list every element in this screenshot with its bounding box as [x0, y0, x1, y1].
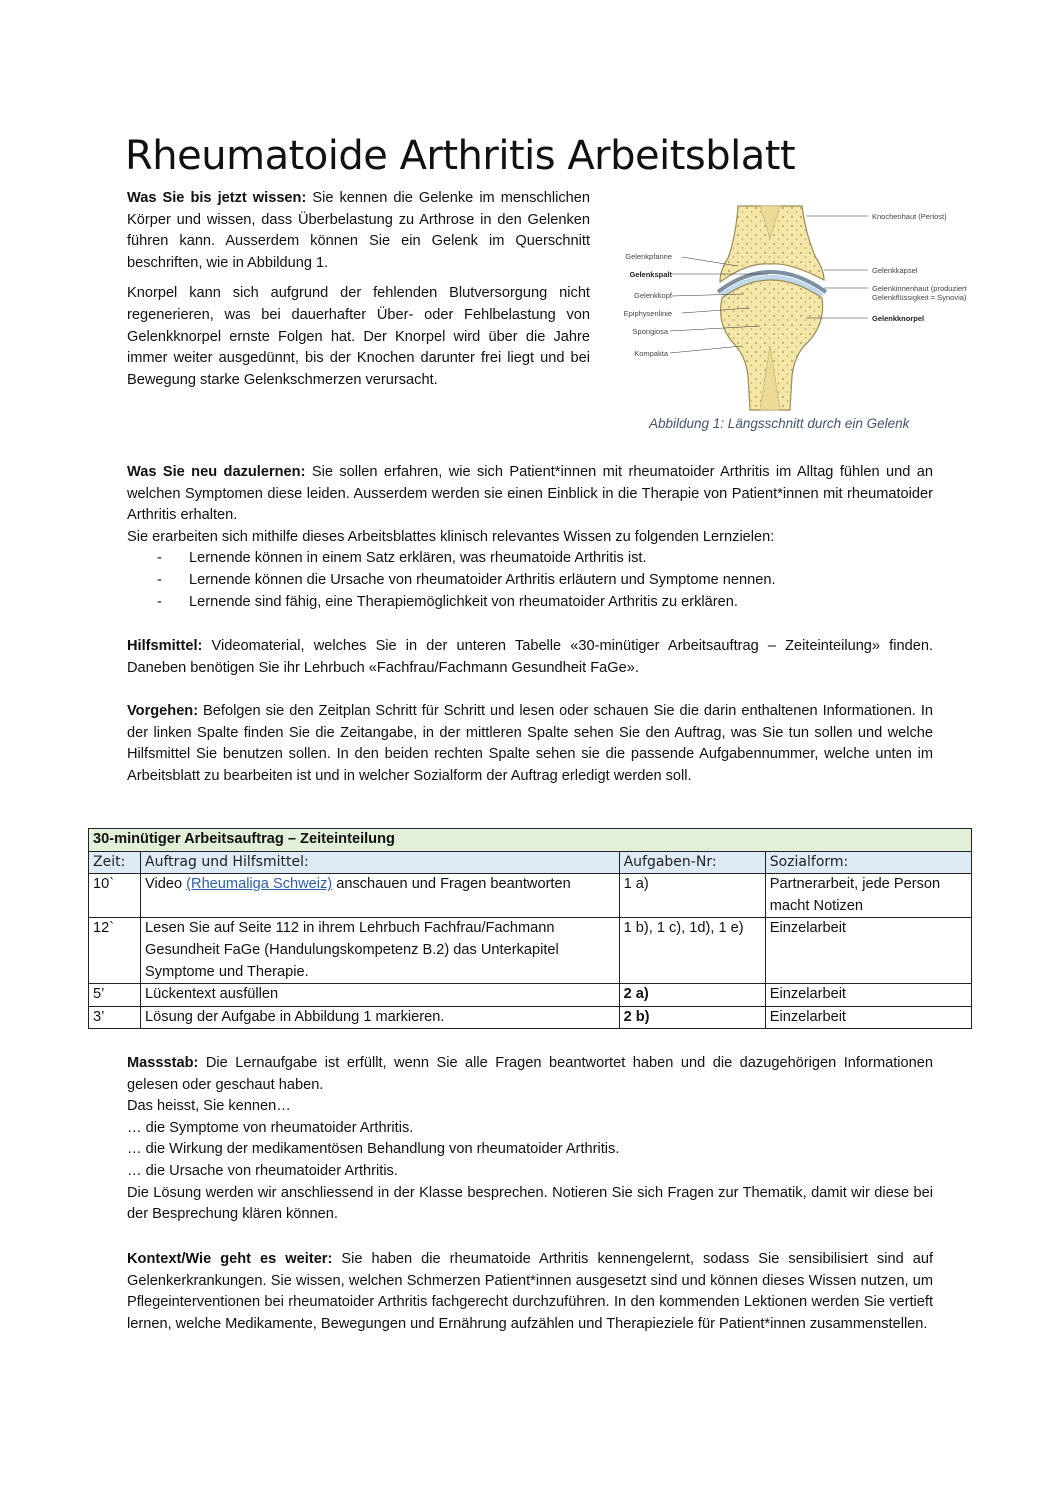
label-gelenkkopf: Gelenkkopf — [634, 291, 672, 300]
learning-goal: Lernende können in einem Satz erklären, was rheumatoide Arthritis ist. — [189, 550, 647, 567]
learning-goal: Lernende können die Ursache von rheumatoider Arthritis erläutern und Symptome nennen. — [189, 571, 776, 588]
kontext-section — [127, 1249, 933, 1335]
cell-time: 3’ — [89, 1006, 141, 1029]
cell-nr: 1 b), 1 c), 1d), 1 e) — [619, 918, 765, 984]
hilfsmittel-paragraph — [127, 636, 933, 679]
list-item — [127, 570, 933, 592]
vorgehen-label: Vorgehen: — [127, 703, 199, 719]
label-gelenkpfanne: Gelenkpfanne — [625, 252, 672, 261]
label-gelenkspalt: Gelenkspalt — [629, 270, 672, 279]
cell-nr: 2 b) — [619, 1006, 765, 1029]
vorgehen-section — [127, 701, 933, 787]
table-title: 30-minütiger Arbeitsauftrag – Zeiteinteilung — [89, 829, 972, 852]
list-dash: - — [157, 550, 162, 567]
header-sozialform: Sozialform: — [765, 851, 971, 874]
header-zeit: Zeit: — [89, 851, 141, 874]
cell-task: Lesen Sie auf Seite 112 in ihrem Lehrbuch Fachfrau/Fachmann Gesundheit FaGe (Handulungskompetenz B.2) das Unterkapitel Symptome und Therapie. — [141, 918, 620, 984]
intro-paragraph — [127, 188, 590, 274]
massstab-section — [127, 1053, 933, 1226]
cell-form: Einzelarbeit — [765, 984, 971, 1007]
cell-time: 10` — [89, 874, 141, 918]
massstab-line: … die Ursache von rheumatoider Arthritis. — [127, 1162, 398, 1179]
cell-task — [141, 874, 620, 918]
table-title-row — [89, 829, 972, 852]
vorgehen-paragraph — [127, 701, 933, 787]
joint-figure — [610, 196, 967, 436]
cell-form: Partnerarbeit, jede Person macht Notizen — [765, 874, 971, 918]
learning-goal: Lernende sind fähig, eine Therapiemöglichkeit von rheumatoider Arthritis zu erklären. — [189, 593, 738, 610]
kontext-text: Sie haben die rheumatoide Arthritis kennengelernt, sodass Sie sensibilisiert sind auf Gelenkerkrankungen. Sie wissen, welchen Schmerzen Patient*innen ausgesetzt sind und können dieses Wissen nutzen, um Pflegeinterventionen bei rheumatoider Arthritis fachgerecht durchzuführen. In den kommenden Lektionen werden Sie vertieft lernen, welche Medikamente, Bewegungen und Ernährung aufzählen und Therapieziele für Patient*innen zusammenstellen. — [127, 1251, 934, 1332]
label-gelenkknorpel: Gelenkknorpel — [872, 314, 925, 323]
label-gelenkkapsel: Gelenkkapsel — [872, 266, 918, 275]
task-post: anschauen und Fragen beantworten — [332, 876, 571, 893]
list-dash: - — [157, 593, 162, 610]
vorgehen-text: Befolgen sie den Zeitplan Schritt für Schritt und lesen oder schauen Sie die darin enthaltenen Informationen. In der linken Spalte finden Sie die Zeitangabe, in der mittleren Spalte sehen Sie den Auftrag, was Sie tun sollen und welche Hilfsmittel Sie benutzen sollen. In den beiden rechten Spalte sehen sie die passende Aufgabennummer, welche unten im Arbeitsblatt zu bearbeiten ist und in welcher Sozialform der Auftrag erledigt werden soll. — [127, 703, 933, 784]
cell-form: Einzelarbeit — [765, 1006, 971, 1029]
label-kompakta: Kompakta — [634, 349, 668, 358]
cell-task: Lückentext ausfüllen — [141, 984, 620, 1007]
header-aufgaben-nr: Aufgaben-Nr: — [619, 851, 765, 874]
kontext-label: Kontext/Wie geht es weiter: — [127, 1251, 333, 1267]
massstab-line: … die Wirkung der medikamentösen Behandlung von rheumatoider Arthritis. — [127, 1141, 620, 1158]
hilfsmittel-section — [127, 636, 933, 679]
hilfsmittel-label: Hilfsmittel: — [127, 638, 203, 654]
header-auftrag: Auftrag und Hilfsmittel: — [141, 851, 620, 874]
massstab-closing: Die Lösung werden wir anschliessend in der Klasse besprechen. Notieren Sie sich Fragen zur Thematik, damit wir diese bei der Besprechung klären können. — [127, 1184, 933, 1223]
cell-form: Einzelarbeit — [765, 918, 971, 984]
table-row — [89, 984, 972, 1007]
intro-paragraph-2: Knorpel kann sich aufgrund der fehlenden Blutversorgung nicht regenerieren, was bei dauerhafter Über- oder Fehlbelastung von Gelenkknorpel ernste Folgen hat. Der Knorpel wird über die Jahre immer weiter ausgedünnt, bis der Knochen darunter frei liegt und bei Bewegung starke Gelenkschmerzen verursacht. — [127, 285, 590, 388]
label-gelenkinnenhaut: Gelenkinnenhaut (produziert — [872, 284, 967, 293]
label-gelenkfluessigkeit: Gelenkflüssigkeit = Synovia) — [872, 293, 967, 302]
list-item — [127, 548, 933, 570]
cell-nr: 1 a) — [619, 874, 765, 918]
cell-task: Lösung der Aufgabe in Abbildung 1 markieren. — [141, 1006, 620, 1029]
label-spongiosa: Spongiosa — [632, 327, 668, 336]
lernen-section — [127, 462, 933, 613]
massstab-paragraph — [127, 1053, 933, 1096]
hilfsmittel-text: Videomaterial, welches Sie in der unteren Tabelle «30-minütiger Arbeitsauftrag – Zeiteinteilung» finden. Daneben benötigen Sie ihr Lehrbuch «Fachfrau/Fachmann Gesundheit FaGe». — [127, 638, 933, 676]
lernen-text: Sie sollen erfahren, wie sich Patient*innen mit rheumatoider Arthritis im Alltag fühlen und an welchen Symptomen diese leiden. Ausserdem werden sie einen Einblick in die Therapie von Patient*innen mit rheumatoider Arthritis erhalten. — [127, 464, 933, 524]
figure-caption: Abbildung 1: Längsschnitt durch ein Gelenk — [649, 416, 910, 431]
kontext-paragraph — [127, 1249, 933, 1335]
massstab-line: … die Symptome von rheumatoider Arthritis. — [127, 1119, 414, 1136]
table-row — [89, 1006, 972, 1029]
joint-illustration — [610, 196, 967, 411]
intro-label: Was Sie bis jetzt wissen: — [127, 190, 307, 206]
task-pre: Video — [145, 876, 187, 893]
cell-time: 5’ — [89, 984, 141, 1007]
table-header-row — [89, 851, 972, 874]
lernen-label: Was Sie neu dazulernen: — [127, 464, 306, 480]
label-epiphysenlinie: Epiphysenlinie — [623, 309, 672, 318]
intro-text: Sie kennen die Gelenke im menschlichen Körper und wissen, dass Überbelastung zu Arthrose in den Gelenken führen kann. Ausserdem können Sie ein Gelenk im Querschnitt beschriften, wie in Abbildung 1. — [127, 190, 590, 271]
massstab-text: Die Lernaufgabe ist erfüllt, wenn Sie alle Fragen beantwortet haben und die dazugehörigen Informationen gelesen oder geschaut haben. — [127, 1055, 933, 1093]
table-row — [89, 874, 972, 918]
time-plan-table — [88, 828, 972, 1029]
intro-section — [127, 188, 590, 391]
massstab-label: Massstab: — [127, 1055, 199, 1071]
page-title: Rheumatoide Arthritis Arbeitsblatt — [125, 133, 796, 179]
learning-goals-list — [127, 548, 933, 613]
cell-nr: 2 a) — [619, 984, 765, 1007]
label-knochenhaut: Knochenhaut (Periost) — [872, 212, 947, 221]
rheumaliga-link[interactable]: (Rheumaliga Schweiz) — [186, 876, 333, 893]
lernen-paragraph — [127, 462, 933, 527]
cell-time: 12` — [89, 918, 141, 984]
list-dash: - — [157, 571, 162, 588]
list-item — [127, 592, 933, 614]
lernen-intro-goals: Sie erarbeiten sich mithilfe dieses Arbeitsblattes klinisch relevantes Wissen zu folgenden Lernzielen: — [127, 528, 775, 545]
massstab-line: Das heisst, Sie kennen… — [127, 1098, 291, 1115]
table-row — [89, 918, 972, 984]
